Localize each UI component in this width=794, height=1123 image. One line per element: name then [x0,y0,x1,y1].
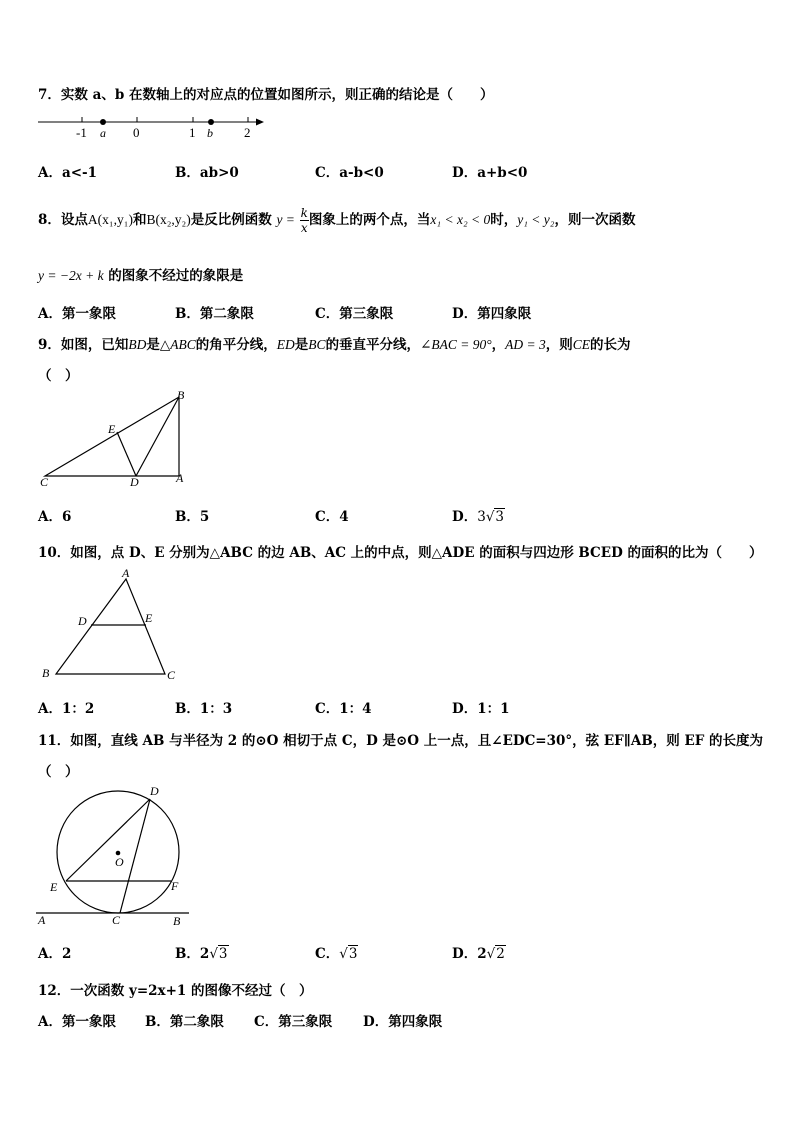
q7-number-line [0,110,280,140]
q11-answer-paren: （ ） [38,764,79,780]
q11-stem: 11．如图，直线 AB 与半径为 2 的⊙O 相切于点 C，D 是⊙O 上一点，且∠EDC=30°，弦 EF∥AB，则 EF 的长度为 [38,733,764,749]
q10-stem: 10．如图，点 D、E 分别为△ABC 的边 AB、AC 上的中点，则△ADE 的面积与四边形 BCED 的面积的比为（ ） [38,545,763,561]
q9-stem [38,333,631,353]
q9-label-e: E [108,422,116,436]
q7-option-d[interactable]: D．a+b<0 [452,165,528,181]
q11-label-f: F [171,879,179,893]
q8-text-4: 时， [490,212,518,228]
q9-text-c: 的角平分线， [195,337,277,353]
tick-label-0: 0 [133,125,140,140]
q11-option-c-sqrt: √3 [339,946,358,962]
q8-text-5: ，则一次函数 [554,212,636,228]
q12-stem: 12．一次函数 y=2x+1 的图像不经过（ ） [38,983,313,999]
q9-option-c[interactable]: C．4 [315,509,349,525]
q9-answer-paren: （ ） [38,368,79,384]
q9-option-d-label: D． [452,509,478,525]
q9-label-c: C [40,475,49,489]
q10-label-a: A [122,566,130,580]
q9-option-d-value: 3√3 [477,509,505,525]
q9-ad: AD = 3 [505,337,546,352]
q9-bd: BD [128,337,147,352]
q11-option-b[interactable] [175,942,229,962]
tick-label-2: 2 [244,125,251,140]
q9-triangle: △ABC [159,337,196,352]
q9-text-e: 的垂直平分线， [325,337,421,353]
q8-stem-line2 [38,264,243,284]
q12-option-c[interactable]: C．第三象限 [254,1014,333,1030]
q12-option-a[interactable]: A．第一象限 [38,1014,116,1030]
q11-label-a: A [38,913,46,927]
q8-text-2: 是反比例函数 [190,212,272,228]
q8-cond1: x₁ < x₂ < 0 [430,212,491,227]
q9-bc: BC [308,337,326,352]
q11-option-c[interactable] [315,942,358,962]
q12-option-d[interactable]: D．第四象限 [363,1014,443,1030]
q11-option-d-sqrt: √2 [486,946,505,962]
q11-option-d[interactable] [452,942,506,962]
tick-label-neg1: -1 [76,125,87,140]
q8-line2-text: 的图象不经过的象限是 [108,268,244,284]
q9-text-f: ，则 [545,337,573,353]
q9-text-g: 的长为 [590,337,631,353]
q10-option-d[interactable]: D．1：1 [452,701,510,717]
q9-ed: ED [276,337,295,352]
q10-label-b: B [42,666,50,680]
q11-label-e: E [50,880,58,894]
q11-label-o: O [115,855,124,869]
q9-sep: ， [491,337,506,353]
q7-option-b[interactable]: B．ab>0 [175,165,239,181]
q7-option-a[interactable]: A．a<-1 [38,165,98,181]
q11-option-d-label: D．2 [452,946,487,962]
q8-cond2: y₁ < y₂ [517,212,555,227]
q9-option-a[interactable]: A．6 [38,509,72,525]
point-label-a: a [100,126,106,140]
q11-option-b-label: B．2 [175,946,210,962]
q8-point-b: B(x₂,y₂) [146,212,191,227]
q9-option-d[interactable] [452,505,505,525]
q7-option-c[interactable]: C．a-b<0 [315,165,384,181]
q9-text-a: 9．如图，已知 [38,337,129,353]
q10-figure [0,565,200,685]
q9-ce: CE [572,337,591,352]
point-label-b: b [207,126,213,140]
q8-stem-line1 [38,202,635,238]
q8-option-b[interactable]: B．第二象限 [175,306,254,322]
q8-option-c[interactable]: C．第三象限 [315,306,394,322]
q10-label-e: E [145,611,153,625]
q8-fraction [300,207,309,234]
q9-option-b[interactable]: B．5 [175,509,210,525]
q8-text-and: 和 [132,212,147,228]
q8-point-a: A(x₁,y₁) [87,212,133,227]
q11-figure [0,780,210,930]
q9-label-a: A [176,471,184,485]
q8-func-lhs: y = [276,212,295,227]
q11-label-c: C [112,913,121,927]
q10-option-b[interactable]: B．1：3 [175,701,233,717]
q9-label-d: D [130,475,139,489]
q8-text-3: 图象上的两个点，当 [308,212,431,228]
q8-option-d[interactable]: D．第四象限 [452,306,532,322]
q9-label-b: B [177,388,185,402]
q11-option-c-label: C． [315,946,340,962]
q11-label-b: B [173,914,181,928]
q11-label-d: D [150,784,159,798]
tick-label-1: 1 [189,125,196,140]
q8-frac-den: x [300,221,308,235]
q9-figure [0,385,200,495]
q10-label-d: D [78,614,87,628]
q8-linear-function: y = −2x + k [38,268,104,283]
q8-frac-num: k [300,206,308,220]
q10-label-c: C [167,668,176,682]
q10-option-a[interactable]: A．1：2 [38,701,95,717]
q9-text-b: 是 [146,337,160,353]
q8-option-a[interactable]: A．第一象限 [38,306,116,322]
q12-option-b[interactable]: B．第二象限 [145,1014,224,1030]
q9-angle: ∠BAC = 90° [420,337,492,352]
q8-text-1: 8．设点 [38,212,88,228]
q7-stem: 7．实数 a、b 在数轴上的对应点的位置如图所示，则正确的结论是（ ） [38,87,494,103]
q10-option-c[interactable]: C．1：4 [315,701,372,717]
q11-option-b-sqrt: √3 [209,946,228,962]
q9-text-d: 是 [294,337,309,353]
q11-option-a[interactable]: A．2 [38,946,72,962]
